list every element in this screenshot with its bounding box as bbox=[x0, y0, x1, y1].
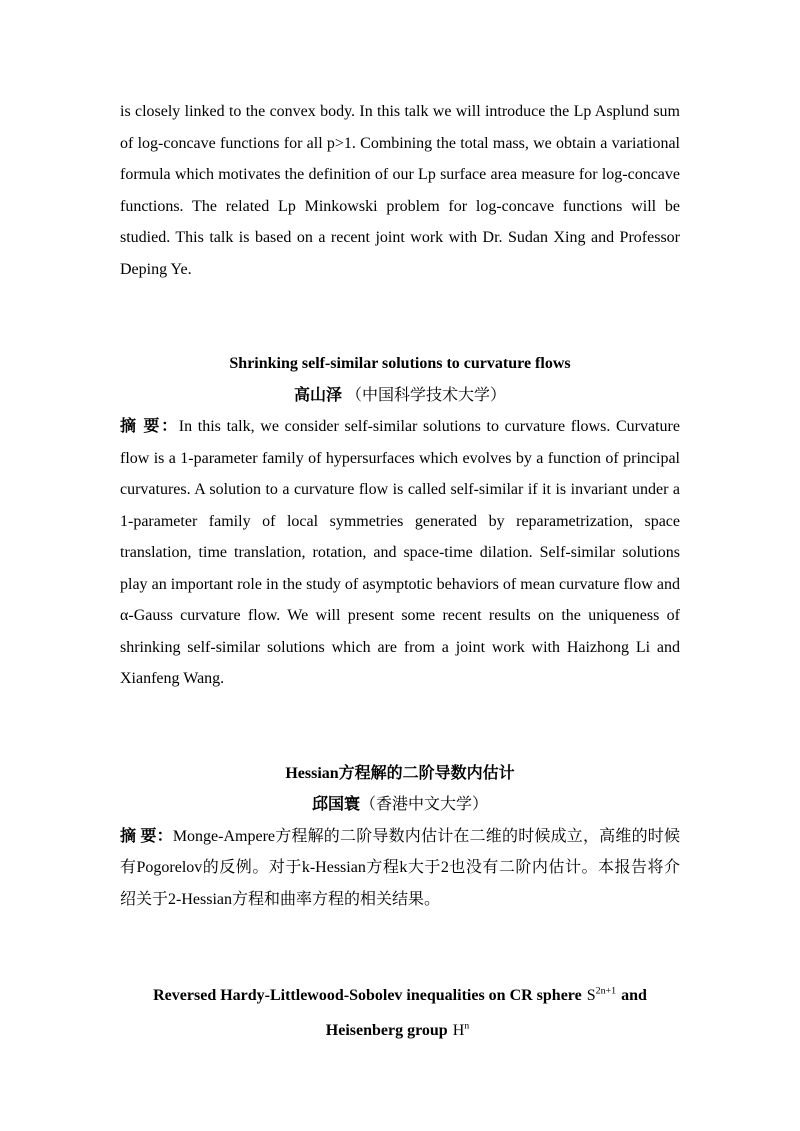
abstract-paragraph bbox=[120, 821, 680, 916]
author-line bbox=[120, 380, 680, 412]
abstract-label: 摘 要： bbox=[120, 827, 173, 845]
talk-section-hessian bbox=[120, 758, 680, 916]
math-sphere-symbol: $S^{2n+1}$ bbox=[586, 985, 617, 1004]
abstract-label: 摘 要： bbox=[120, 418, 179, 435]
speaker-affiliation: （中国科学技术大学） bbox=[342, 386, 507, 404]
abstract-text: In this talk, we consider self-similar solutions to curvature flows. Curvature flow is a 1-parameter family of hypersurfaces which evolves by a function of principal curvatures. A solution to a curvature flow is called self-similar if it is invariant under a 1-parameter family of local symmetries generated by reparametrization, space translation, time translation, rotation, and space-time dilation. Self-similar solutions play an important role in the study of asymptotic behaviors of mean curvature flow and α-Gauss curvature flow. We will present some recent results on the uniqueness of shrinking self-similar solutions which are from a joint work with Haizhong Li and Xianfeng Wang. bbox=[120, 418, 680, 687]
title-line-2-text: Heisenberg group bbox=[325, 1022, 448, 1039]
next-talk-title-line-1 bbox=[120, 978, 680, 1013]
section-gap bbox=[120, 285, 680, 348]
talk-title: Hessian方程解的二阶导数内估计 bbox=[285, 764, 515, 782]
speaker-name: 高山泽 bbox=[293, 386, 342, 404]
continuation-paragraph: is closely linked to the convex body. In this talk we will introduce the Lp Asplund sum of log-concave functions for all p>1. Combining the total mass, we obtain a variational formula which motivates the definition of our Lp surface area measure for log-concave functions. The related Lp Minkowski problem for log-concave functions will be studied. This talk is based on a recent joint work with Dr. Sudan Xing and Professor Deping Ye. bbox=[120, 103, 680, 278]
title-line-1-text: Reversed Hardy-Littlewood-Sobolev inequalities on CR sphere bbox=[153, 987, 582, 1004]
talk-title: Shrinking self-similar solutions to curvature flows bbox=[229, 355, 571, 372]
speaker-affiliation: （香港中文大学） bbox=[360, 796, 489, 813]
abstract-text: Monge-Ampere方程解的二阶导数内估计在二维的时候成立，高维的时候有Pogorelov的反例。对于k-Hessian方程k大于2也没有二阶内估计。本报告将介绍关于2-Hessian方程和曲率方程的相关结果。 bbox=[120, 827, 680, 908]
author-line bbox=[120, 789, 680, 821]
speaker-name: 邱国寰 bbox=[311, 796, 360, 813]
next-talk-title-line-2 bbox=[120, 1013, 680, 1048]
section-gap bbox=[120, 695, 680, 758]
math-heisenberg-symbol: $H^n$ bbox=[452, 1020, 470, 1039]
title-line-1-end: and bbox=[621, 987, 647, 1004]
next-talk-title-section bbox=[120, 978, 680, 1048]
abstract-paragraph bbox=[120, 411, 680, 695]
talk-section-curvature-flows bbox=[120, 348, 680, 695]
section-gap bbox=[120, 915, 680, 978]
